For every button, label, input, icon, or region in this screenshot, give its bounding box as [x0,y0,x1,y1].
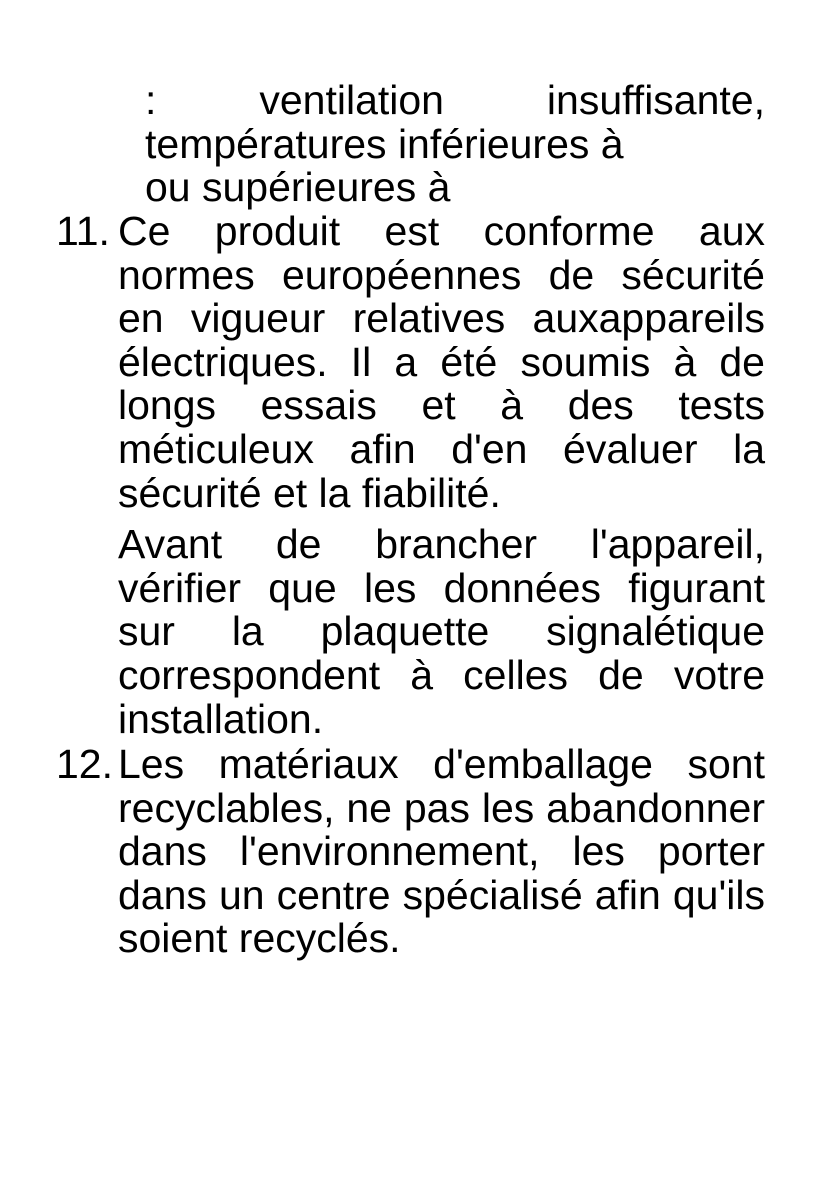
item-paragraph: Ce produit est conforme aux normes européennes de sécurité en vigueur relatives auxappareils électriques. Il a été soumis à de longs essais et à des tests méticuleux afin d'en évaluer la sécurité et la fiabilité. [118,208,765,516]
item-body [118,210,765,741]
item-body [118,743,765,961]
continued-line-1: : ventilation insuffisante, [145,77,765,123]
continued-line-3: ou supérieures à [145,164,451,211]
continued-line-2: températures inférieures à [145,120,624,167]
list-item-11 [56,210,765,741]
item-number: 11. [56,208,110,254]
item-paragraph: Avant de brancher l'appareil, vérifier que les données figurant sur la plaquette signalétique correspondent à celles de votre installation. [118,521,765,742]
list-item-12 [56,743,765,961]
item-number: 12. [56,741,113,787]
item-paragraph: Les matériaux d'emballage sont recyclables, ne pas les abandonner dans l'environnement, les porter dans un centre spécialisé afin qu'ils soient recyclés. [118,741,765,962]
continued-text [145,79,765,210]
